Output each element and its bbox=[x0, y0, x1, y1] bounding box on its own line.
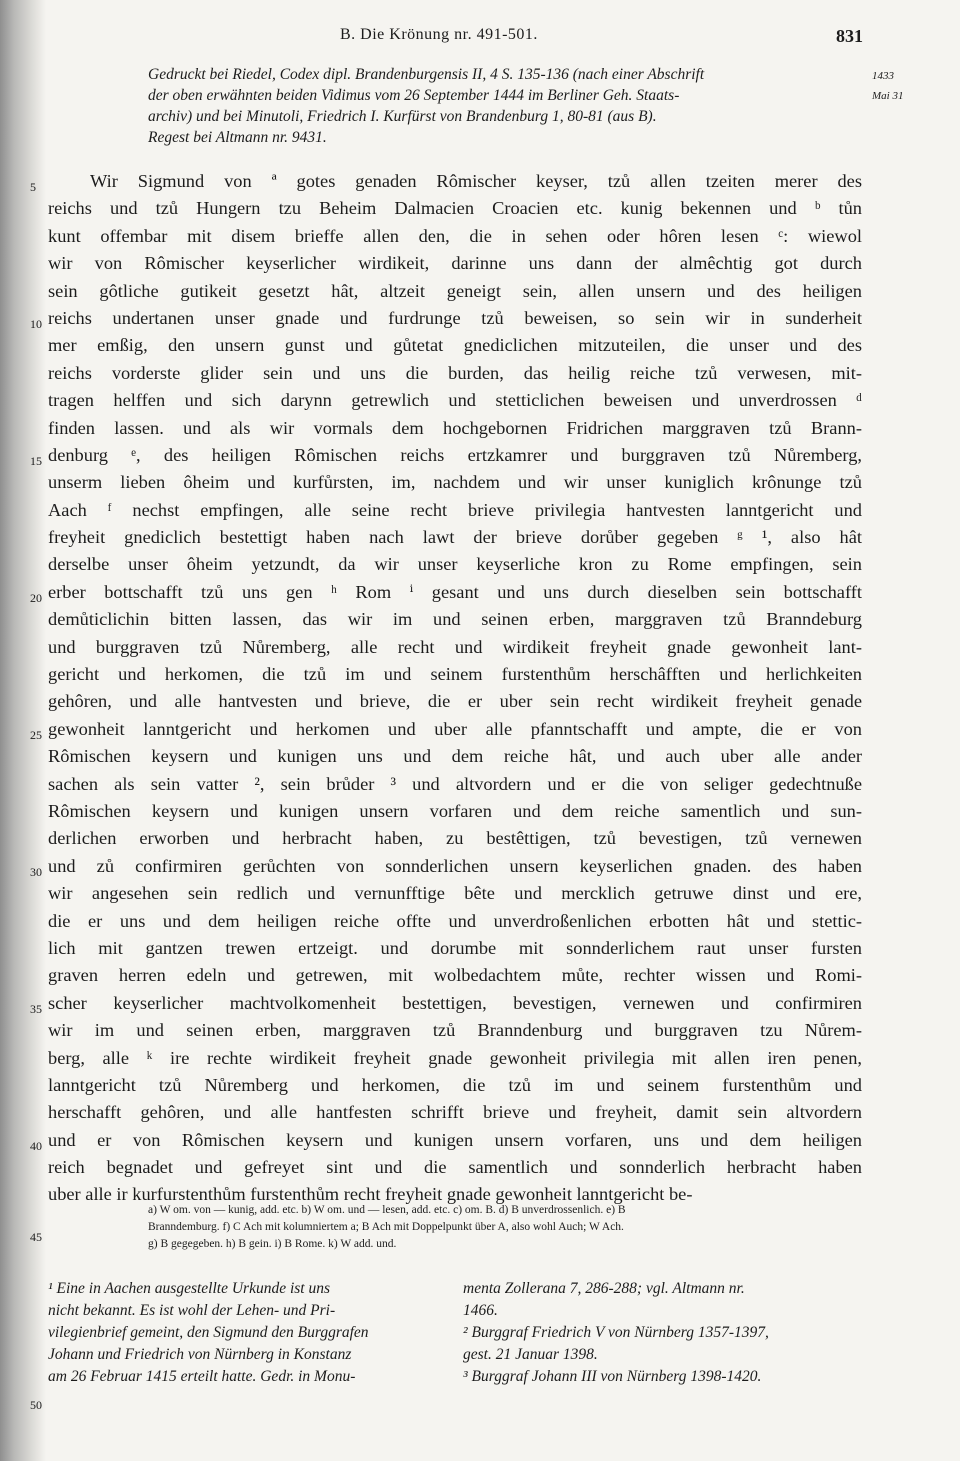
line-number: 5 bbox=[30, 180, 36, 194]
text-line: derselbe unser ôheim yetzundt, da wir unser keyserliche kron zu Rome empfingen, sein bbox=[48, 554, 862, 575]
running-title: B. Die Krönung nr. 491-501. bbox=[340, 26, 538, 43]
page-number: 831 bbox=[836, 26, 863, 46]
text-line: Aach ᶠ nechst empfingen, alle seine recht brieve privilegia hantvesten lanntgericht und bbox=[48, 499, 862, 520]
text-line: derlichen erworben und herbracht haben, zu bestêttigen, tzů bevestigen, tzů vernewen bbox=[48, 828, 862, 849]
variant-line: g) B gegegeben. h) B gein. i) B Rome. k) W add. und. bbox=[148, 1238, 397, 1250]
variant-line: a) W om. von — kunig, add. etc. b) W om. und — lesen, add. etc. c) om. B. d) B unverdrossenlich. e) B bbox=[148, 1204, 626, 1216]
text-line: lich mit gantzen trewen ertzeigt. und dorumbe mit sonnderlichem raut unser fursten bbox=[48, 937, 862, 958]
footnote-line: ³ Burggraf Johann III von Nürnberg 1398-1420. bbox=[463, 1368, 762, 1385]
line-number: 20 bbox=[30, 591, 42, 605]
footnote-line: am 26 Februar 1415 erteilt hatte. Gedr. in Monu- bbox=[48, 1368, 356, 1385]
footnote-line: vilegienbrief gemeint, den Sigmund den Burggrafen bbox=[48, 1324, 369, 1341]
margin-date-day: Mai 31 bbox=[872, 90, 904, 102]
line-number: 35 bbox=[30, 1002, 42, 1016]
source-note-line: der oben erwähnten beiden Vidimus vom 26 September 1444 im Berliner Geh. Staats- bbox=[148, 87, 680, 104]
line-number: 10 bbox=[30, 317, 42, 331]
text-line: demůticlichin bitten lassen, das wir im und seinen erben, marggraven tzů Branndeburg bbox=[48, 609, 862, 630]
text-line: freyheit gnediclich bestettigt haben nach lawt der brieve dorůber gegeben ᵍ ¹, also hât bbox=[48, 527, 862, 548]
footnotes-right-column bbox=[463, 1278, 863, 1388]
text-line: wir im und seinen erben, marggraven tzů Branndenburg und burggraven tzu Nůrem- bbox=[48, 1020, 862, 1041]
line-number: 15 bbox=[30, 454, 42, 468]
text-line: die er uns und dem heiligen reiche offte und unverdroßenlichen erbotten hât und stettic- bbox=[48, 910, 862, 931]
text-line: Wir Sigmund von ª gotes genaden Rômischer keyser, tzů allen tzeiten merer des bbox=[90, 171, 862, 191]
text-line: Rômischen keysern und kunigen uns und dem reiche hât, und auch uber alle ander bbox=[48, 746, 862, 767]
text-line: denburg ᵉ, des heiligen Rômischen reichs ertzkamrer und burggraven tzů Nůremberg, bbox=[48, 444, 862, 465]
footnote-line: 1466. bbox=[463, 1302, 498, 1319]
line-number: 25 bbox=[30, 728, 42, 742]
footnote-line: menta Zollerana 7, 286-288; vgl. Altmann nr. bbox=[463, 1280, 745, 1297]
text-line: sachen als sein vatter ², sein brůder ³ und altvordern und er die von seliger gedechtnuße bbox=[48, 773, 862, 794]
text-line: wir angesehen sein redlich und vernunfftige bête und mercklich getruwe dinst und ere, bbox=[48, 883, 862, 904]
text-line: reichs vorderste glider sein und uns die burden, das heilig reiche tzů verwesen, mit- bbox=[48, 362, 862, 383]
text-line: und zů confirmiren gerůchten von sonnderlichen unsern keyserlichen gnaden. des haben bbox=[48, 855, 862, 876]
text-line: unserm lieben ôheim und kurfůrsten, im, nachdem und wir unser kuniglich krônunge tzů bbox=[48, 472, 862, 493]
line-number: 30 bbox=[30, 865, 42, 879]
source-note bbox=[148, 64, 868, 148]
text-line: wir von Rômischer keyserlicher wirdikeit, darinne uns dann der almêchtig got durch bbox=[48, 253, 862, 274]
text-line: graven herren edeln und getrewen, mit wolbedachtem můte, rechter wissen und Romi- bbox=[48, 965, 862, 986]
source-note-line: archiv) und bei Minutoli, Friedrich I. Kurfürst von Brandenburg 1, 80-81 (aus B). bbox=[148, 108, 657, 125]
footnote-line: ² Burggraf Friedrich V von Nürnberg 1357-1397, bbox=[463, 1324, 769, 1341]
text-line: scher keyserlicher machtvolkomenheit bestettigen, bevestigen, vernewen und confirmiren bbox=[48, 992, 862, 1013]
text-line: gewonheit lanntgericht und herkomen und uber alle pfanntschafft und ampte, die er von bbox=[48, 718, 862, 739]
footnote-line: gest. 21 Januar 1398. bbox=[463, 1346, 598, 1363]
text-line: kunt offembar mit disem brieffe allen den, die in sehen oder hôren lesen ᶜ: wiewol bbox=[48, 225, 862, 246]
text-line: reichs undertanen unser gnade und furdrunge tzů beweisen, so sein wir in sunderheit bbox=[48, 307, 862, 328]
margin-date-year: 1433 bbox=[872, 70, 894, 82]
text-line: gericht und herkomen, die tzů im und seinem furstenthům herschâfften und herlichkeiten bbox=[48, 664, 862, 685]
text-line: berg, alle ᵏ ire rechte wirdikeit freyheit gnade gewonheit privilegia mit allen iren penen, bbox=[48, 1047, 862, 1068]
text-line: lanntgericht tzů Nůremberg und herkomen, die tzů im und seinem furstenthům und bbox=[48, 1074, 862, 1095]
text-line: gehôren, und alle hantvesten und brieve, die er uber sein recht wirdikeit freyheit genade bbox=[48, 691, 862, 712]
text-line: reichs und tzů Hungern tzu Beheim Dalmacien Croacien etc. kunig bekennen und ᵇ tůn bbox=[48, 198, 862, 219]
text-line: und er von Rômischen keysern und kunigen unsern vorfaren, uns und dem heiligen bbox=[48, 1129, 862, 1150]
text-line: herschafft gehôren, und alle hantfesten schrifft brieve und freyheit, damit sein altvordern bbox=[48, 1102, 862, 1123]
text-line: und burggraven tzů Nůremberg, alle recht und wirdikeit freyheit gnade gewonheit lant- bbox=[48, 636, 862, 657]
text-line: tragen helffen und sich darynn getrewlich und stetticlichen beweisen und unverdrossen ᵈ bbox=[48, 390, 862, 411]
text-line: uber alle ir kurfurstenthům furstenthům recht freyheit gnade gewonheit lanntgericht be- bbox=[48, 1184, 693, 1205]
main-text bbox=[48, 168, 862, 1209]
variant-line: Branndemburg. f) C Ach mit kolumniertem a; B Ach mit Doppelpunkt über A, also wohl Auch; W Ach. bbox=[148, 1221, 624, 1233]
text-line: finden lassen. und als wir vormals dem hochgebornen Fridrichen marggraven tzů Brann- bbox=[48, 417, 862, 438]
page-header bbox=[0, 26, 960, 50]
textual-variants-apparatus bbox=[148, 1202, 864, 1253]
text-line: reich begnadet und gefreyet sint und die samentlich und sonnderlich herbracht haben bbox=[48, 1157, 862, 1178]
text-line: mer emßig, den unsern gunst und gůtetat gnediclichen mitzuteilen, die unser und des bbox=[48, 335, 862, 356]
line-number: 50 bbox=[30, 1398, 42, 1412]
text-line: sein gôtliche gutikeit gesetzt hât, altzeit geneigt sein, allen unsern und des heiligen bbox=[48, 280, 862, 301]
footnotes-left-column bbox=[48, 1278, 443, 1388]
text-line: Rômischen keysern und kunigen unsern vorfaren und dem reiche samentlich und sun- bbox=[48, 800, 862, 821]
line-number: 45 bbox=[30, 1230, 42, 1244]
line-number: 40 bbox=[30, 1139, 42, 1153]
footnote-line: ¹ Eine in Aachen ausgestellte Urkunde ist uns bbox=[48, 1280, 331, 1297]
source-note-line: Gedruckt bei Riedel, Codex dipl. Brandenburgensis II, 4 S. 135-136 (nach einer Abschrift bbox=[148, 66, 705, 83]
footnote-line: nicht bekannt. Es ist wohl der Lehen- und Pri- bbox=[48, 1302, 336, 1319]
footnote-line: Johann und Friedrich von Nürnberg in Konstanz bbox=[48, 1346, 352, 1363]
text-line: erber bottschafft tzů uns gen ʰ Rom ⁱ gesant und uns durch dieselben sein bottschafft bbox=[48, 581, 862, 602]
source-note-line: Regest bei Altmann nr. 9431. bbox=[148, 129, 327, 146]
